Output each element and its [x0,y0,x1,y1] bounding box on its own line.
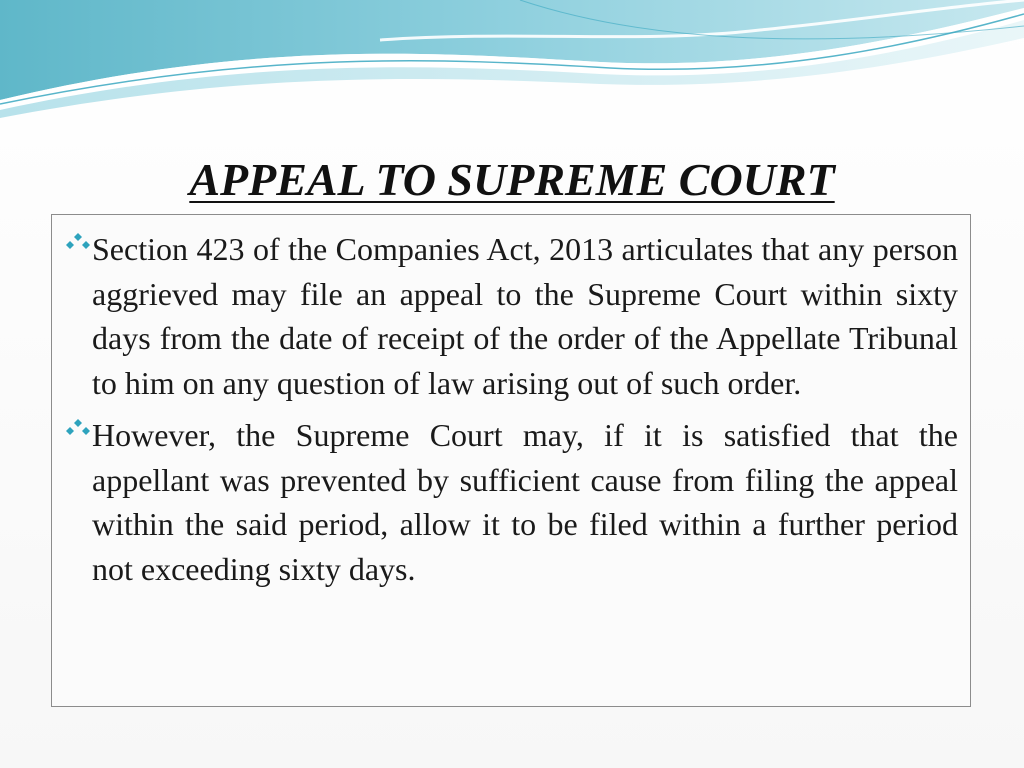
list-item [64,227,958,405]
decorative-wave-header [0,0,1024,120]
page-title: APPEAL TO SUPREME COURT [189,154,835,205]
bullet-text: Section 423 of the Companies Act, 2013 articulates that any person aggrieved may file an appeal to the Supreme Court within sixty days from the date of receipt of the order of the Appellate Tribunal to him on any question of law arising out of such order. [92,231,958,401]
content-box [51,214,971,707]
bullet-text: However, the Supreme Court may, if it is satisfied that the appellant was prevented by sufficient cause from filing the appeal within the said period, allow it to be filed within a further period not exceeding sixty days. [92,417,958,587]
list-item [64,413,958,591]
diamond-cluster-bullet-icon [64,417,92,445]
bullet-list [52,215,970,591]
diamond-cluster-bullet-icon [64,231,92,259]
